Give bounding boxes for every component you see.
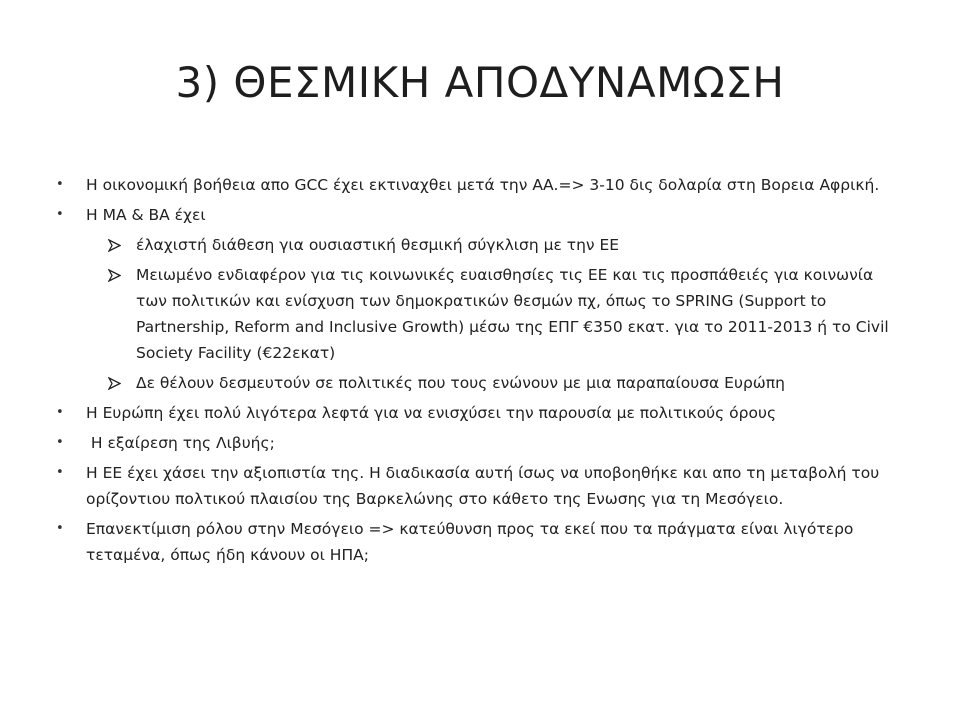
bullet-dot-icon: • <box>56 521 64 536</box>
arrowhead-bullet-icon <box>108 377 121 390</box>
list-item-text: Η ΜΑ & ΒΑ έχει <box>86 206 206 224</box>
list-item-text: Επανεκτίμιση ρόλου στην Μεσόγειο => κατεύθυνση προς τα εκεί που τα πράγματα είναι λιγότερο τεταμένα, όπως ήδη κάνουν οι ΗΠΑ; <box>86 520 854 564</box>
list-item <box>56 516 906 568</box>
sub-list-item <box>56 370 906 396</box>
sub-list-item-text: Μειωμένο ενδιαφέρον για τις κοινωνικές ευαισθησίες τις ΕΕ και τις προσπάθειές για κοινωνία των πολιτικών και ενίσχυση των δημοκρατικών θεσμών πχ, όπως το SPRING (Support to Partnership, Reform and Inclusive Growth) μέσω της ΕΠΓ €350 εκατ. για το 2011-2013 ή το Civil Society Facility (€22εκατ) <box>136 266 889 362</box>
sub-list-item-text: Δε θέλουν δεσμευτούν σε πολιτικές που τους ενώνουν με μια παραπαίουσα Ευρώπη <box>136 374 785 392</box>
sub-list-item <box>56 232 906 258</box>
list-item <box>56 400 906 426</box>
list-item-text: Η ΕΕ έχει χάσει την αξιοπιστία της. Η διαδικασία αυτή ίσως να υποβοηθήκε και απο τη μεταβολή του ορίζοντιου πολτικού πλαισίου της Βαρκελώνης στο κάθετο της Ενωσης για τη Μεσόγειο. <box>86 464 880 508</box>
bullet-dot-icon: • <box>56 435 64 450</box>
bullet-dot-icon: • <box>56 405 64 420</box>
arrowhead-bullet-icon <box>108 269 121 282</box>
list-item-text: Η εξαίρεση της Λιβυής; <box>86 434 275 452</box>
bullet-dot-icon: • <box>56 465 64 480</box>
list-item-text: Η οικονομική βοήθεια απο GCC έχει εκτιναχθει μετά την ΑΑ.=> 3-10 δις δολαρία στη Βορεια Αφρική. <box>86 176 880 194</box>
slide-title: 3) ΘΕΣΜΙΚΗ ΑΠΟΔΥΝΑΜΩΣΗ <box>175 58 785 107</box>
list-item <box>56 460 906 512</box>
bullet-dot-icon: • <box>56 207 64 222</box>
list-item <box>56 430 906 456</box>
list-item <box>56 172 906 198</box>
sub-list-item-text: έλαχιστή διάθεση για ουσιαστική θεσμική σύγκλιση με την ΕΕ <box>136 236 620 254</box>
list-item <box>56 202 906 228</box>
arrowhead-bullet-icon <box>108 239 121 252</box>
bullet-dot-icon: • <box>56 177 64 192</box>
bullet-list <box>56 172 906 572</box>
sub-list-item <box>56 262 906 366</box>
list-item-text: Η Ευρώπη έχει πολύ λιγότερα λεφτά για να ενισχύσει την παρουσία με πολιτικούς όρους <box>86 404 777 422</box>
